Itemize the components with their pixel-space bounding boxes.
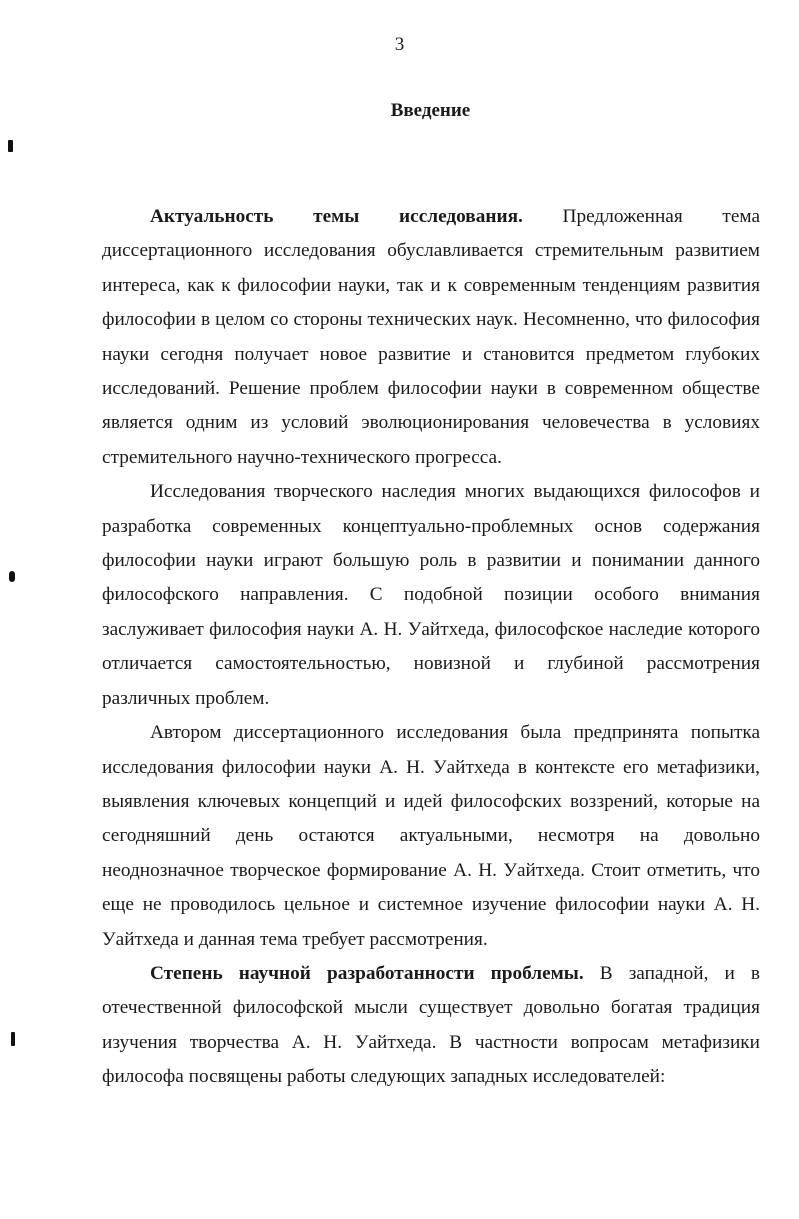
paragraph-text: Автором диссертационного исследования была предпринята попытка исследования философии науки А. Н. Уайтхеда в контексте его метафизики, выявления ключевых концепций и идей философских воззрений, которые на сегодняшний день остаются актуальными, несмотря на довольно неоднозначное творческое формирование А. Н. Уайтхеда. Стоит отметить, что еще не проводилось цельное и системное изучение философии науки А. Н. Уайтхеда и данная тема требует рассмотрения. (102, 722, 760, 950)
paragraph-lead: Актуальность темы исследования. (150, 206, 523, 227)
paragraph-heritage (102, 475, 760, 716)
paragraph-text: Предложенная тема диссертационного исследования обуславливается стремительным развитием интереса, как к философии науки, так и к современным тенденциям развития философии в целом со стороны технических наук. Несомненно, что философия науки сегодня получает новое развитие и становится предметом глубоких исследований. Решение проблем философии науки в современном обществе является одним из условий эволюционирования человечества в условиях стремительного научно-технического прогресса. (102, 206, 761, 468)
body-text (102, 200, 760, 1095)
paragraph-text: В западной, и в отечественной философской мысли существует довольно богатая традиция изучения творчества А. Н. Уайтхеда. В частности вопросам метафизики философа посвящены работы следующих западных исследователей: (102, 962, 760, 1088)
page-number: 3 (394, 34, 405, 55)
paragraph-lead: Степень научной разработанности проблемы. (150, 962, 584, 984)
paragraph-degree-of-development (102, 957, 760, 1095)
paragraph-text: Исследования творческого наследия многих выдающихся философов и разработка современных концептуально-проблемных основ содержания философии науки играют большую роль в развитии и понимании данного философского направления. С подобной позиции особого внимания заслуживает философия науки А. Н. Уайтхеда, философское наследие которого отличается самостоятельностью, новизной и глубиной рассмотрения различных проблем. (102, 481, 760, 709)
scan-mark-middle (9, 571, 15, 582)
section-heading: Введение (390, 100, 471, 121)
scan-mark-top (8, 140, 13, 152)
paragraph-relevance (102, 200, 760, 475)
scan-mark-bottom (11, 1032, 15, 1046)
paragraph-author-attempt (102, 716, 760, 957)
